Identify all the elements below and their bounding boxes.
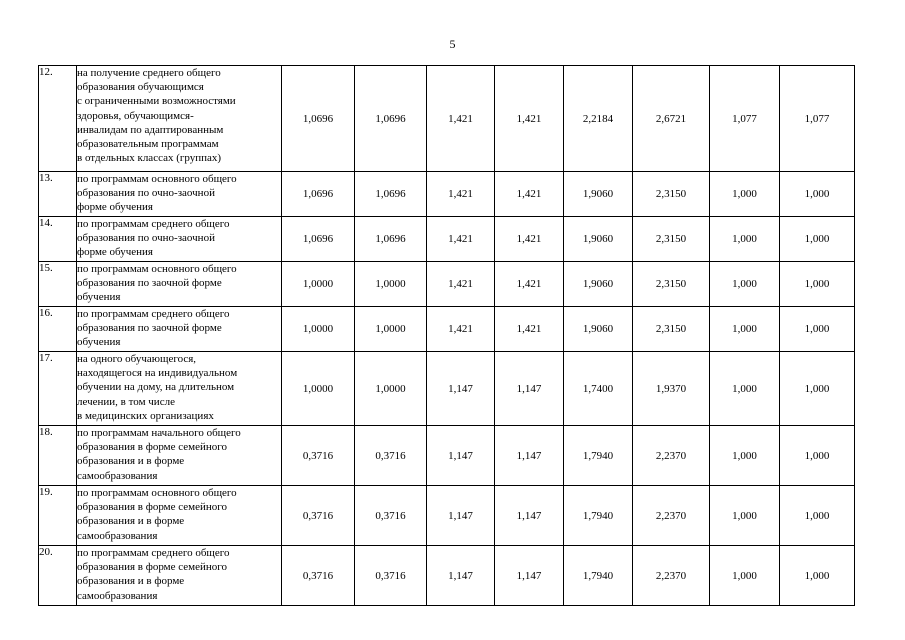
coefficient-value-3: 1,421 (427, 307, 495, 352)
coefficient-value-1: 1,0696 (282, 217, 355, 262)
description-line: форме обучения (77, 246, 153, 259)
coefficient-value-2: 0,3716 (355, 486, 427, 546)
description-line: самообразования (77, 529, 158, 542)
coefficient-value-6: 2,2370 (633, 486, 710, 546)
description-line: образования в форме семейного (77, 561, 228, 574)
description-line: образования по очно-заочной (77, 187, 215, 200)
description-line: по программам среднего общего (77, 218, 230, 230)
table-row (39, 172, 855, 217)
coefficient-value-6: 2,3150 (633, 217, 710, 262)
description-line: по программам среднего общего (77, 308, 230, 320)
coefficient-value-5: 1,9060 (564, 172, 633, 217)
row-number: 15. (39, 262, 77, 307)
coefficient-value-5: 1,7400 (564, 352, 633, 426)
coefficient-value-2: 0,3716 (355, 426, 427, 486)
description-line: по программам среднего общего (77, 547, 230, 559)
description-line: находящегося на индивидуальном (77, 367, 238, 380)
description-line: образования в форме семейного (77, 441, 228, 454)
coefficient-value-7: 1,000 (710, 217, 780, 262)
coefficient-value-8: 1,000 (780, 546, 855, 606)
coefficient-value-8: 1,000 (780, 426, 855, 486)
table-body (39, 66, 855, 606)
description-line: инвалидам по адаптированным (77, 123, 224, 136)
coefficient-value-8: 1,077 (780, 66, 855, 172)
coefficient-value-3: 1,147 (427, 352, 495, 426)
coefficient-value-5: 1,7940 (564, 546, 633, 606)
description-line: по программам основного общего (77, 487, 237, 499)
coefficient-value-2: 1,0696 (355, 172, 427, 217)
coefficient-value-2: 1,0000 (355, 307, 427, 352)
coefficient-value-6: 2,3150 (633, 262, 710, 307)
coefficient-value-5: 2,2184 (564, 66, 633, 172)
coefficient-value-3: 1,147 (427, 546, 495, 606)
description-line: образования и в форме (77, 515, 185, 528)
coefficient-value-3: 1,147 (427, 426, 495, 486)
table-row (39, 262, 855, 307)
coefficient-value-4: 1,421 (495, 262, 564, 307)
description-line: с ограниченными возможностями (77, 95, 236, 108)
coefficient-value-4: 1,421 (495, 217, 564, 262)
description-line: в отдельных классах (группах) (77, 152, 222, 165)
coefficient-value-4: 1,147 (495, 426, 564, 486)
coefficient-value-4: 1,147 (495, 352, 564, 426)
coefficient-value-8: 1,000 (780, 486, 855, 546)
coefficient-value-8: 1,000 (780, 172, 855, 217)
row-description (77, 172, 282, 217)
coefficient-value-6: 1,9370 (633, 352, 710, 426)
description-line: по программам основного общего (77, 263, 237, 275)
description-line: форме обучения (77, 201, 153, 214)
coefficient-value-5: 1,9060 (564, 217, 633, 262)
row-description (77, 352, 282, 426)
coefficient-value-6: 2,6721 (633, 66, 710, 172)
coefficient-value-3: 1,421 (427, 217, 495, 262)
description-line: образования по очно-заочной (77, 232, 215, 245)
coefficient-value-1: 1,0000 (282, 262, 355, 307)
row-description (77, 66, 282, 172)
coefficient-value-7: 1,000 (710, 307, 780, 352)
description-line: по программам начального общего (77, 427, 241, 439)
table-row (39, 546, 855, 606)
coefficient-value-4: 1,421 (495, 66, 564, 172)
coefficient-value-6: 2,3150 (633, 172, 710, 217)
coefficient-value-3: 1,147 (427, 486, 495, 546)
coefficient-value-8: 1,000 (780, 307, 855, 352)
description-line: обучения (77, 291, 121, 304)
coefficient-value-3: 1,421 (427, 66, 495, 172)
description-line: по программам основного общего (77, 173, 237, 185)
description-line: образования в форме семейного (77, 501, 228, 514)
coefficient-value-2: 0,3716 (355, 546, 427, 606)
coefficient-value-3: 1,421 (427, 172, 495, 217)
coefficient-value-8: 1,000 (780, 262, 855, 307)
coefficient-value-5: 1,7940 (564, 486, 633, 546)
coefficient-value-7: 1,000 (710, 262, 780, 307)
description-line: здоровья, обучающимся- (77, 109, 194, 122)
description-line: обучении на дому, на длительном (77, 381, 235, 394)
table-row (39, 486, 855, 546)
row-number: 20. (39, 546, 77, 606)
row-description (77, 262, 282, 307)
description-line: образования обучающимся (77, 81, 204, 94)
description-line: образования по заочной форме (77, 277, 222, 290)
row-description (77, 307, 282, 352)
coefficient-value-4: 1,421 (495, 172, 564, 217)
row-description (77, 546, 282, 606)
table-row (39, 426, 855, 486)
coefficient-value-1: 1,0000 (282, 352, 355, 426)
coefficient-value-8: 1,000 (780, 217, 855, 262)
row-number: 16. (39, 307, 77, 352)
coefficient-value-7: 1,000 (710, 172, 780, 217)
coefficient-value-2: 1,0696 (355, 66, 427, 172)
coefficient-value-1: 0,3716 (282, 486, 355, 546)
coefficient-value-4: 1,147 (495, 546, 564, 606)
table-row (39, 217, 855, 262)
description-line: образования и в форме (77, 455, 185, 468)
coefficient-value-1: 1,0696 (282, 66, 355, 172)
coefficient-value-1: 0,3716 (282, 426, 355, 486)
description-line: образовательным программам (77, 138, 219, 151)
page-number: 5 (449, 37, 456, 51)
description-line: на одного обучающегося, (77, 353, 197, 365)
coefficient-value-2: 1,0000 (355, 352, 427, 426)
table-row (39, 307, 855, 352)
coefficient-value-7: 1,077 (710, 66, 780, 172)
row-number: 14. (39, 217, 77, 262)
coefficient-value-7: 1,000 (710, 546, 780, 606)
description-line: обучения (77, 336, 121, 349)
coefficient-value-5: 1,7940 (564, 426, 633, 486)
table-row (39, 66, 855, 172)
coefficient-value-6: 2,3150 (633, 307, 710, 352)
coefficient-value-1: 1,0696 (282, 172, 355, 217)
description-line: самообразования (77, 589, 158, 602)
coefficient-value-7: 1,000 (710, 352, 780, 426)
description-line: в медицинских организациях (77, 409, 214, 422)
coefficient-value-1: 1,0000 (282, 307, 355, 352)
table-row (39, 352, 855, 426)
description-line: лечении, в том числе (77, 395, 175, 408)
coefficient-value-5: 1,9060 (564, 262, 633, 307)
row-number: 17. (39, 352, 77, 426)
description-line: образования и в форме (77, 575, 185, 588)
coefficient-value-6: 2,2370 (633, 426, 710, 486)
row-number: 19. (39, 486, 77, 546)
coefficient-value-6: 2,2370 (633, 546, 710, 606)
coefficient-value-2: 1,0696 (355, 217, 427, 262)
coefficient-value-2: 1,0000 (355, 262, 427, 307)
description-line: на получение среднего общего (77, 67, 221, 79)
row-description (77, 486, 282, 546)
coefficient-value-7: 1,000 (710, 426, 780, 486)
row-description (77, 426, 282, 486)
coefficient-value-1: 0,3716 (282, 546, 355, 606)
description-line: образования по заочной форме (77, 322, 222, 335)
coefficient-value-8: 1,000 (780, 352, 855, 426)
row-description (77, 217, 282, 262)
row-number: 12. (39, 66, 77, 172)
row-number: 13. (39, 172, 77, 217)
coefficient-value-7: 1,000 (710, 486, 780, 546)
coefficient-value-4: 1,421 (495, 307, 564, 352)
row-number: 18. (39, 426, 77, 486)
coefficient-value-3: 1,421 (427, 262, 495, 307)
coefficient-value-4: 1,147 (495, 486, 564, 546)
description-line: самообразования (77, 469, 158, 482)
coefficient-value-5: 1,9060 (564, 307, 633, 352)
coefficients-table (38, 65, 855, 606)
